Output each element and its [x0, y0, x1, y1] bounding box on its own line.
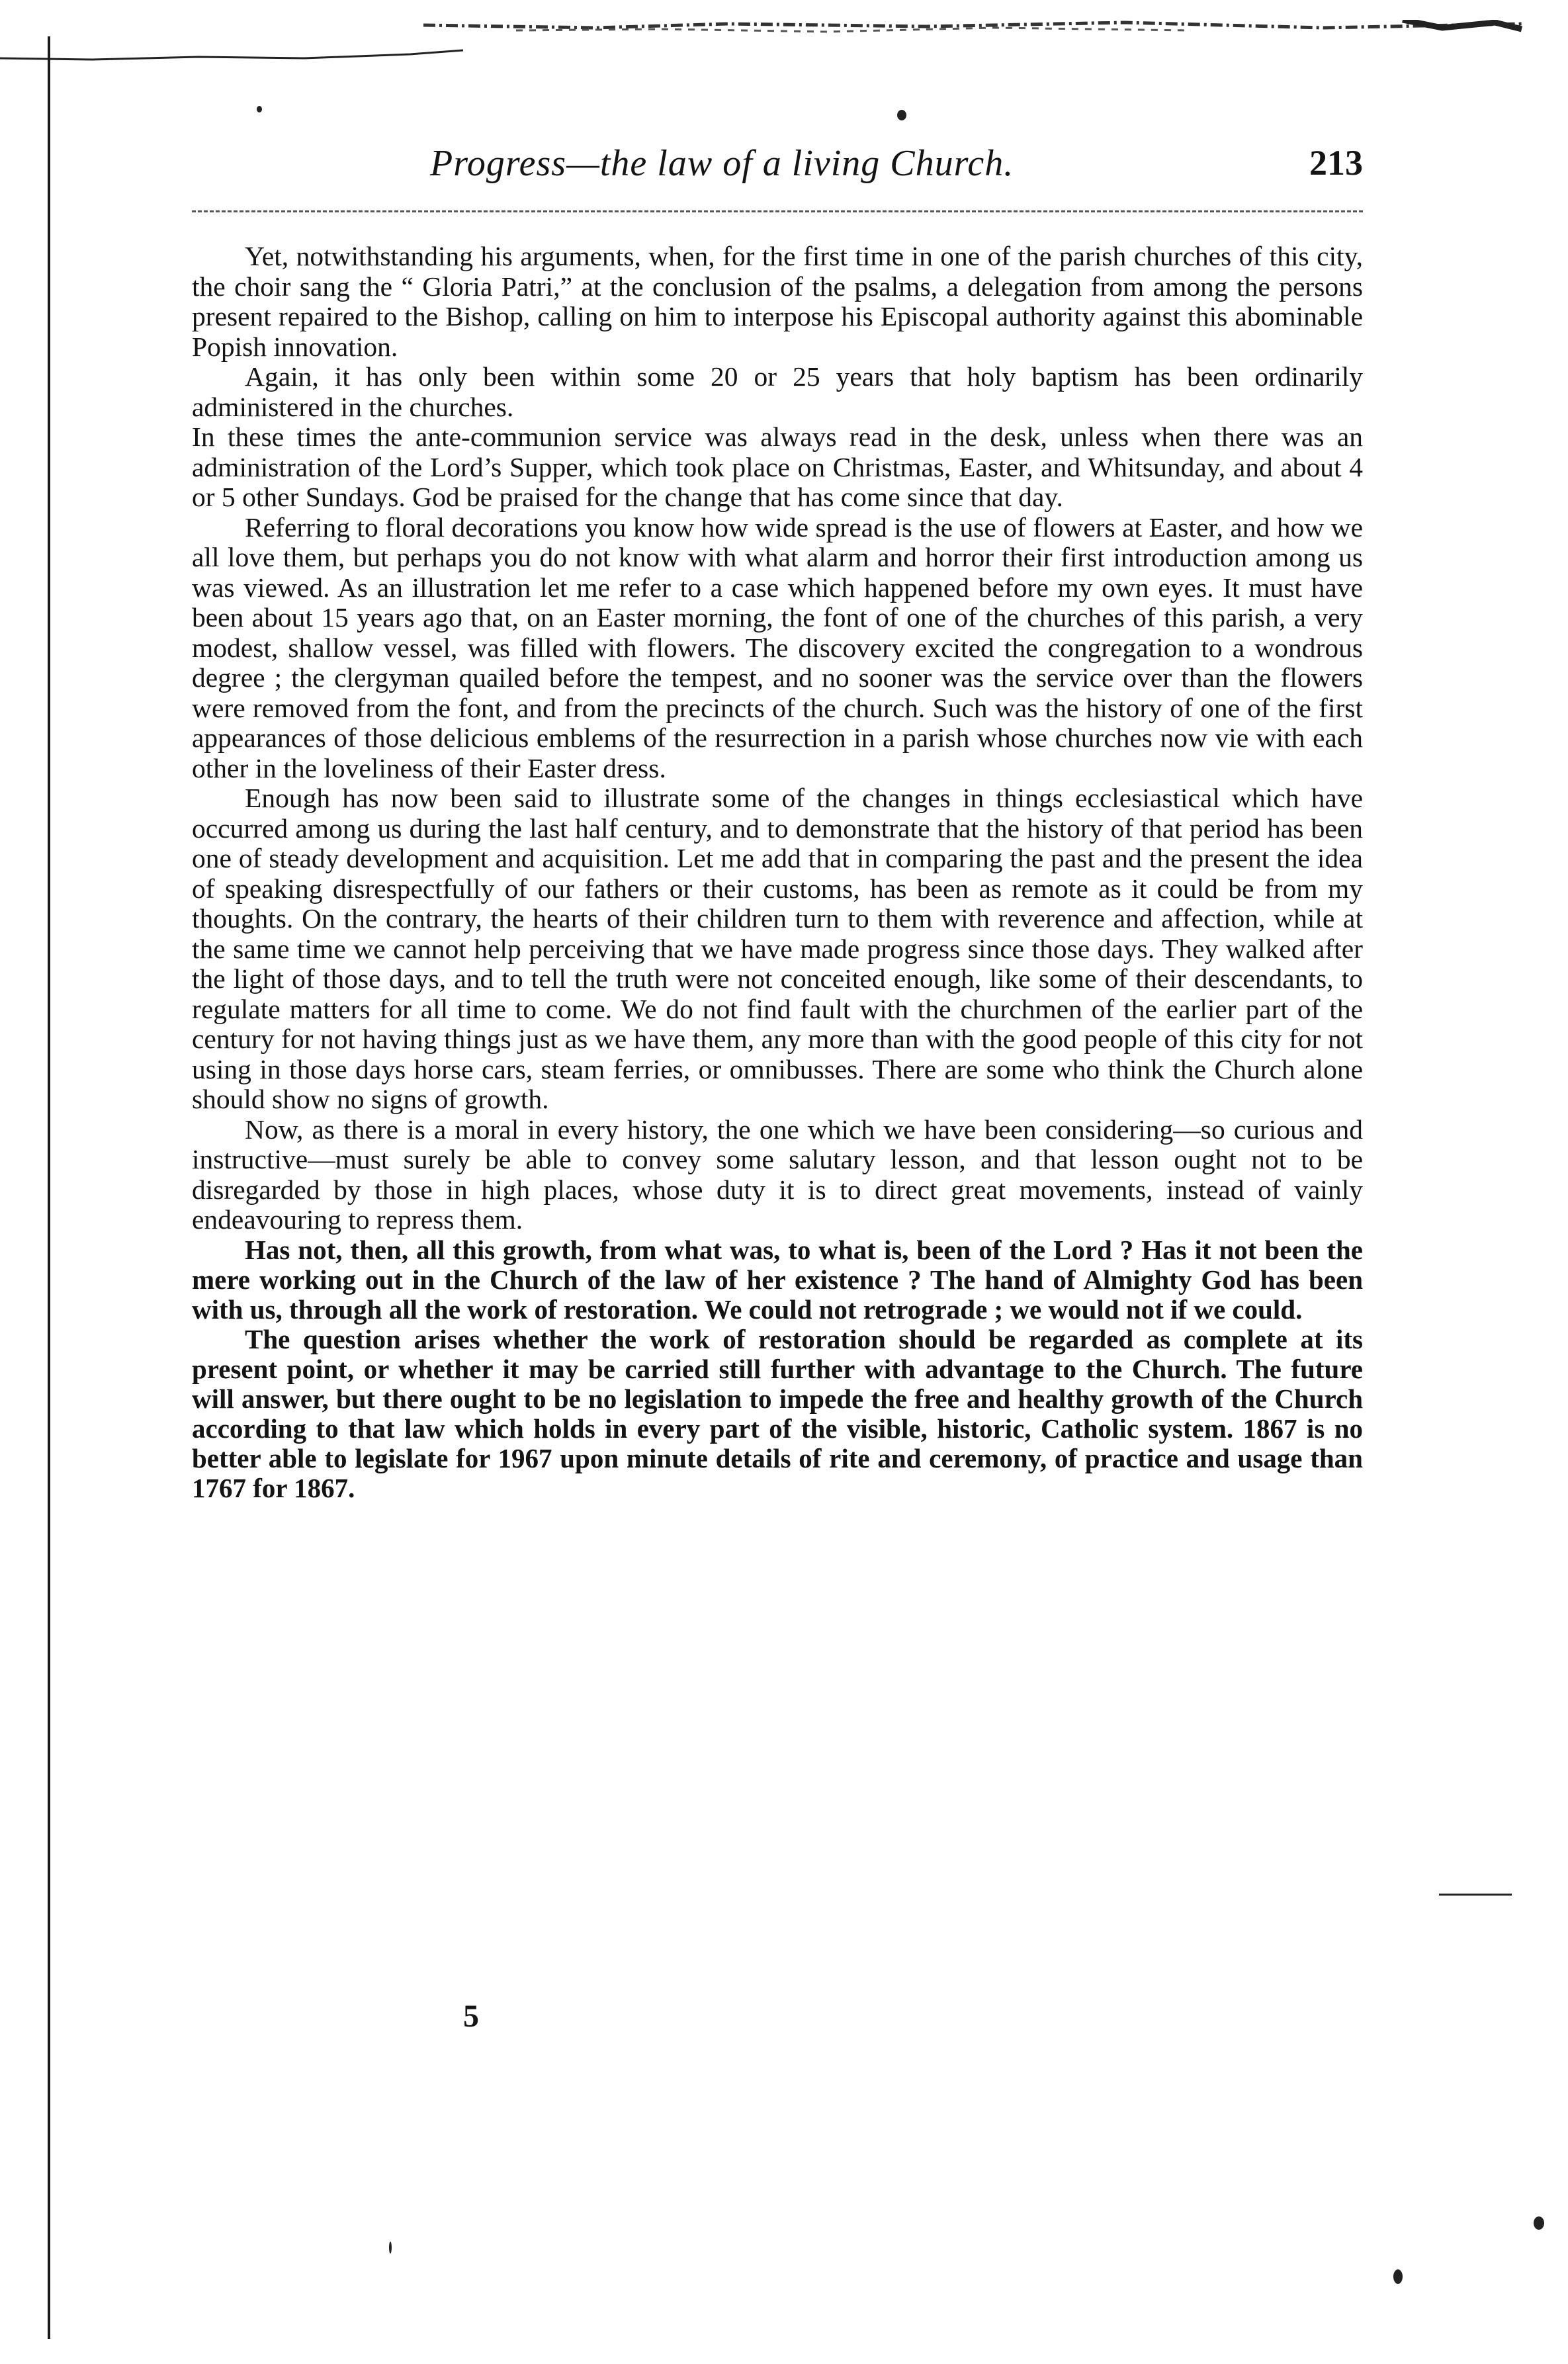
signature-mark: 5 [463, 1999, 479, 2034]
paragraph: The question arises whether the work of restoration should be regarded as complete at its present point, or whether it may be carried still further with advantage to the Church. The future will answer, but there ought to be no legislation to impede the free and healthy growth of the Church according to that law which holds in every part of the visible, historic, Catholic system. 1867 is no better able to legislate for 1967 upon minute details of rite and ceremony, of practice and usage than 1767 for 1867. [192, 1323, 1363, 1503]
paragraph: Now, as there is a moral in every history, the one which we have been considering—so curious and instructive—must surely be able to convey some salutary lesson, and that lesson ought not to be disregarded by those in high places, whose duty it is to direct great movements, instead of vainly endeavouring to repress them. [192, 1114, 1363, 1235]
paragraph: Yet, notwithstanding his arguments, when, for the first time in one of the parish churches of this city, the choir sang the “ Gloria Patri,” at the conclusion of the psalms, a delegation from among the persons present repaired to the Bishop, calling on him to interpose his Episcopal authority against this abominable Popish innovation. [192, 241, 1363, 362]
page-number: 213 [1309, 143, 1363, 183]
paragraph: Referring to floral decorations you know how wide spread is the use of flowers at Easter, and how we all love them, but perhaps you do not know with what alarm and horror their first introduction among us was viewed. As an illustration let me refer to a case which happened before my own eyes. It must have been about 15 years ago that, on an Easter morning, the font of one of the churches of this parish, a very modest, shallow vessel, was filled with flowers. The discovery excited the congregation to a wondrous degree ; the clergyman quailed before the tempest, and no sooner was the service over than the flowers were removed from the font, and from the precincts of the church. Such was the history of one of the first appearances of those delicious emblems of the resurrection in a parish whose churches now vie with each other in the loveliness of their Easter dress. [192, 511, 1363, 783]
paragraph: Again, it has only been within some 20 or 25 years that holy baptism has been ordinarily administered in the churches. [192, 361, 1363, 422]
scan-binding-edge [48, 36, 50, 2339]
paragraph: Has not, then, all this growth, from what was, to what is, been of the Lord ? Has it not been the mere working out in the Church of the law of her existence ? The hand of Almighty God has been with us, through all the work of restoration. We could not retrograde ; we would not if we could. [192, 1234, 1363, 1325]
scan-speck [1534, 2216, 1544, 2230]
paragraph: In these times the ante-communion service was always read in the desk, unless when there was an administration of the Lord’s Supper, which took place on Christmas, Easter, and Whitsunday, and about 4 or 5 other Sundays. God be praised for the change that has come since that day. [192, 421, 1363, 512]
page-header [192, 142, 1363, 202]
body-text [192, 241, 1363, 1503]
margin-rule [1439, 1894, 1512, 1896]
scan-speck [897, 110, 906, 120]
paragraph: Enough has now been said to illustrate some of the changes in things ecclesiastical which have occurred among us during the last half century, and to demonstrate that the history of that period has been one of steady development and acquisition. Let me add that in comparing the past and the present the idea of speaking disrespectfully of our fathers or their customs, has been as remote as it could be from my thoughts. On the contrary, the hearts of their children turn to them with reverence and affection, while at the same time we cannot help perceiving that we have made progress since those days. They walked after the light of those days, and to tell the truth were not conceited enough, like some of their descendants, to regulate matters for all time to come. We do not find fault with the churchmen of the earlier part of the century for not having things just as we have them, any more than with the good people of this city for not using in those days horse cars, steam ferries, or omnibusses. There are some who think the Church alone should show no signs of growth. [192, 783, 1363, 1114]
scan-speck [389, 2242, 392, 2254]
header-rule [192, 210, 1363, 215]
scan-speck [257, 106, 262, 112]
scan-speck [1393, 2269, 1403, 2284]
scan-edge-noise [0, 20, 1568, 66]
running-title: Progress—the law of a living Church. [430, 143, 1014, 184]
